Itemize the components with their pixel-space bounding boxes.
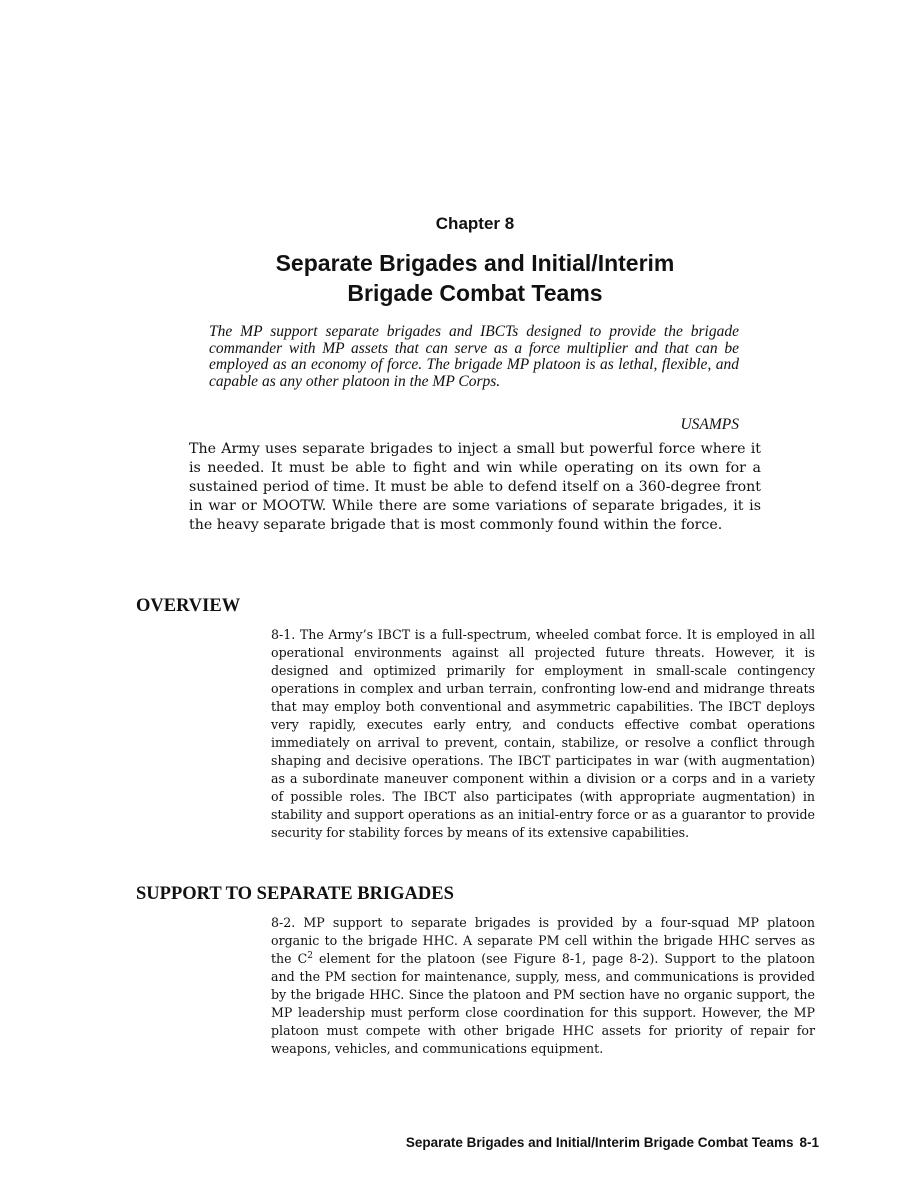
paragraph-8-1: 8-1. The Army’s IBCT is a full-spectrum, wheeled combat force. It is employed in all operational environments against all projected future threats. However, it is designed and optimized primarily for employment in small-scale contingency operations in complex and urban terrain, confronting low-end and midrange threats that may employ both conventional and asymmetric capabilities. The IBCT deploys very rapidly, executes early entry, and conducts effective combat operations immediately on arrival to prevent, contain, stabilize, or resolve a conflict through shaping and decisive operations. The IBCT participates in war (with augmentation) as a subordinate maneuver component within a division or a corps and in a variety of possible roles. The IBCT also participates (with appropriate augmentation) in stability and support operations as an initial-entry force or as a guarantor to provide security for stability forces by means of its extensive capabilities. — [271, 627, 815, 840]
intro-paragraph: The Army uses separate brigades to inject a small but powerful force where it is needed. It must be able to fight and win while operating on its own for a sustained period of time. It must be able to defend itself on a 360-degree front in war or MOOTW. While there are some variations of separate brigades, it is the heavy separate brigade that is most commonly found within the force. — [189, 441, 761, 533]
paragraph-8-2-part-1: 8-2. MP support to separate brigades is provided by a four-squad MP platoon organic to the brigade HHC. A separate PM cell within the brigade HHC serves as the C — [271, 915, 815, 966]
chapter-label: Chapter 8 — [435, 214, 515, 233]
section-heading-overview: OVERVIEW — [136, 596, 241, 616]
page-footer — [406, 1135, 819, 1150]
footer-page-number: 8-1 — [799, 1135, 819, 1150]
superscript-2: 2 — [307, 950, 313, 961]
paragraph-8-2-part-2: element for the platoon (see Figure 8-1, page 8-2). Support to the platoon and the PM section for maintenance, supply, mess, and communications is provided by the brigade HHC. Since the platoon and PM section have no organic support, the MP leadership must perform close coordination for this support. However, the MP platoon must compete with other brigade HHC assets for priority of repair for weapons, vehicles, and communications equipment. — [271, 951, 815, 1056]
chapter-title-line-1: Separate Brigades and Initial/Interim — [275, 250, 675, 276]
footer-running-title: Separate Brigades and Initial/Interim Brigade Combat Teams — [405, 1135, 794, 1150]
section-heading-support: SUPPORT TO SEPARATE BRIGADES — [136, 884, 454, 904]
chapter-title-line-2: Brigade Combat Teams — [347, 280, 603, 306]
epigraph-attribution: USAMPS — [680, 416, 739, 433]
paragraph-8-2 — [271, 914, 815, 1058]
chapter-title — [0, 248, 923, 308]
epigraph: The MP support separate brigades and IBCTs designed to provide the brigade commander with MP assets that can serve as a force multiplier and that can be employed as an economy of force. The brigade MP platoon is as lethal, flexible, and capable as any other platoon in the MP Corps. — [209, 323, 739, 390]
